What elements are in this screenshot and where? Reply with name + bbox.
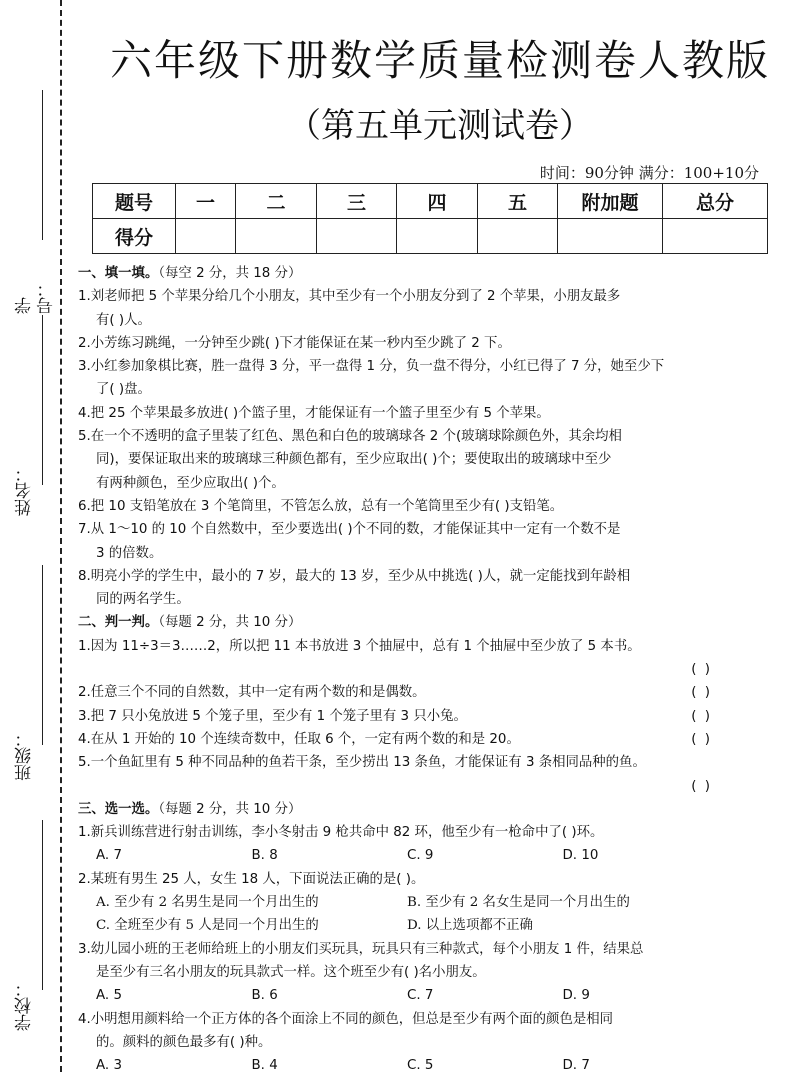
option-a[interactable]: A. 至少有 2 名男生是同一个月出生的 [96,891,407,914]
section-2-note: （每题 2 分，共 10 分） [158,615,301,630]
score-cell[interactable] [236,219,317,254]
option-c[interactable]: C. 全班至少有 5 人是同一个月出生的 [96,914,407,937]
score-header-cell: 四 [397,184,478,219]
option-d[interactable]: D. 10 [563,844,719,867]
section-2-title: 二、判一判。 [78,615,158,630]
question-line: 2.小芳练习跳绳，一分钟至少跳( )下才能保证在某一秒内至少跳了 2 下。 [78,332,718,355]
school-line [42,820,43,990]
score-header-cell: 总分 [663,184,768,219]
question-line: 3 的倍数。 [78,542,718,565]
answer-parentheses[interactable]: ( ) [691,705,718,728]
option-row [78,1054,718,1077]
question-1-8 [78,565,718,612]
answer-parentheses[interactable]: ( ) [78,658,718,681]
question-line: 3.小红参加象棋比赛，胜一盘得 3 分，平一盘得 1 分，负一盘不得分，小红已得了 7 分，她至少下 [78,355,718,378]
option-d[interactable]: D. 9 [563,984,719,1007]
section-2-heading [78,611,718,634]
section-1-note: （每空 2 分，共 18 分） [158,266,301,281]
score-row-label: 得分 [93,219,176,254]
question-1-1 [78,285,718,332]
score-header-cell: 二 [236,184,317,219]
question-line: 同)，要保证取出来的玻璃球三种颜色都有，至少应取出( )个；要使取出的玻璃球中至少 [78,448,718,471]
question-line: 有两种颜色，至少应取出( )个。 [78,472,718,495]
question-line: 1.新兵训练营进行射击训练，李小冬射击 9 枪共命中 82 环，他至少有一枪命中了( )环。 [78,821,718,844]
score-cell[interactable] [397,219,478,254]
question-line: 5.一个鱼缸里有 5 种不同品种的鱼若干条，至少捞出 13 条鱼，才能保证有 3 条相同品种的鱼。 [78,751,718,774]
score-cell[interactable] [478,219,558,254]
question-2-3 [78,705,718,728]
score-header-cell: 附加题 [558,184,663,219]
section-1-title: 一、填一填。 [78,266,158,281]
question-1-3 [78,355,718,402]
option-row [78,891,718,914]
score-header-cell: 五 [478,184,558,219]
answer-parentheses[interactable]: ( ) [78,775,718,798]
student-name-field[interactable] [4,310,48,520]
option-c[interactable]: C. 7 [407,984,563,1007]
score-table-score-row [93,219,768,254]
page-subtitle: （第五单元测试卷） [100,98,780,147]
answer-parentheses[interactable]: ( ) [691,728,718,751]
score-cell[interactable] [558,219,663,254]
option-b[interactable]: B. 4 [252,1054,408,1077]
question-1-7 [78,518,718,565]
exam-content [78,262,718,1077]
question-line: 4.小明想用颜料给一个正方体的各个面涂上不同的颜色，但总是至少有两个面的颜色是相同 [78,1008,718,1031]
question-1-6 [78,495,718,518]
option-row [78,914,718,937]
option-row [78,984,718,1007]
section-3-heading [78,798,718,821]
question-line: 是至少有三名小朋友的玩具款式一样。这个班至少有( )名小朋友。 [78,961,718,984]
section-3-title: 三、选一选。 [78,802,158,817]
option-a[interactable]: A. 5 [96,984,252,1007]
option-d[interactable]: D. 7 [563,1054,719,1077]
student-id-label: 学号： [14,280,36,314]
question-1-5 [78,425,718,495]
question-line: 4.把 25 个苹果最多放进( )个篮子里，才能保证有一个篮子里至少有 5 个苹果。 [78,402,718,425]
class-field[interactable] [4,560,48,790]
score-header-cell: 一 [176,184,236,219]
question-line: 7.从 1～10 的 10 个自然数中，至少要选出( )个不同的数，才能保证其中一定有一个数不是 [78,518,718,541]
school-label: 学校： [14,980,36,1031]
option-a[interactable]: A. 3 [96,1054,252,1077]
class-line [42,565,43,745]
question-2-5 [78,751,718,798]
student-id-field[interactable] [4,80,48,280]
option-b[interactable]: B. 8 [252,844,408,867]
option-d[interactable]: D. 以上选项都不正确 [407,914,718,937]
answer-parentheses[interactable]: ( ) [691,681,718,704]
score-cell[interactable] [176,219,236,254]
score-header-cell: 三 [317,184,397,219]
score-header-cell: 题号 [93,184,176,219]
option-c[interactable]: C. 9 [407,844,563,867]
option-b[interactable]: B. 6 [252,984,408,1007]
question-line: 1.刘老师把 5 个苹果分给几个小朋友，其中至少有一个小朋友分到了 2 个苹果，小朋友最多 [78,285,718,308]
section-3-note: （每题 2 分，共 10 分） [158,802,301,817]
section-1-heading [78,262,718,285]
score-table [92,183,768,254]
question-3-4 [78,1008,718,1077]
score-table-header-row [93,184,768,219]
question-line: 6.把 10 支铅笔放在 3 个笔筒里，不管怎么放，总有一个笔筒里至少有( )支铅笔。 [78,495,718,518]
question-line: 的。颜料的颜色最多有( )种。 [78,1031,718,1054]
score-cell[interactable] [317,219,397,254]
question-3-2 [78,868,718,938]
question-2-4 [78,728,718,751]
time-info: 时间：90分钟 满分：100+10分 [540,162,759,183]
option-b[interactable]: B. 至少有 2 名女生是同一个月出生的 [407,891,718,914]
question-line: 同的两名学生。 [78,588,718,611]
option-a[interactable]: A. 7 [96,844,252,867]
binding-dashed-line [60,0,62,1072]
question-1-4 [78,402,718,425]
question-2-1 [78,635,718,682]
question-line: 4.在从 1 开始的 10 个连续奇数中，任取 6 个，一定有两个数的和是 20。 [78,728,520,751]
option-row [78,844,718,867]
question-line: 3.幼儿园小班的王老师给班上的小朋友们买玩具，玩具只有三种款式，每个小朋友 1 件，结果总 [78,938,718,961]
school-field[interactable] [4,815,48,1045]
question-line: 2.某班有男生 25 人，女生 18 人，下面说法正确的是( )。 [78,868,718,891]
question-line: 8.明亮小学的学生中，最小的 7 岁，最大的 13 岁，至少从中挑选( )人，就一定能找到年龄相 [78,565,718,588]
question-line: 1.因为 11÷3＝3……2，所以把 11 本书放进 3 个抽屉中，总有 1 个抽屉中至少放了 5 本书。 [78,635,718,658]
student-name-label: 姓名： [14,465,36,516]
student-id-line [42,90,43,240]
question-line: 了( )盘。 [78,378,718,401]
question-line: 2.任意三个不同的自然数，其中一定有两个数的和是偶数。 [78,681,426,704]
option-c[interactable]: C. 5 [407,1054,563,1077]
class-label: 班级： [14,730,36,781]
page-title: 六年级下册数学质量检测卷人教版 [100,28,780,88]
question-2-2 [78,681,718,704]
student-name-line [42,315,43,485]
score-cell[interactable] [663,219,768,254]
question-line: 5.在一个不透明的盒子里装了红色、黑色和白色的玻璃球各 2 个(玻璃球除颜色外，其余均相 [78,425,718,448]
question-line: 有( )人。 [78,309,718,332]
question-1-2 [78,332,718,355]
question-line: 3.把 7 只小兔放进 5 个笼子里，至少有 1 个笼子里有 3 只小兔。 [78,705,467,728]
question-3-1 [78,821,718,868]
question-3-3 [78,938,718,1008]
